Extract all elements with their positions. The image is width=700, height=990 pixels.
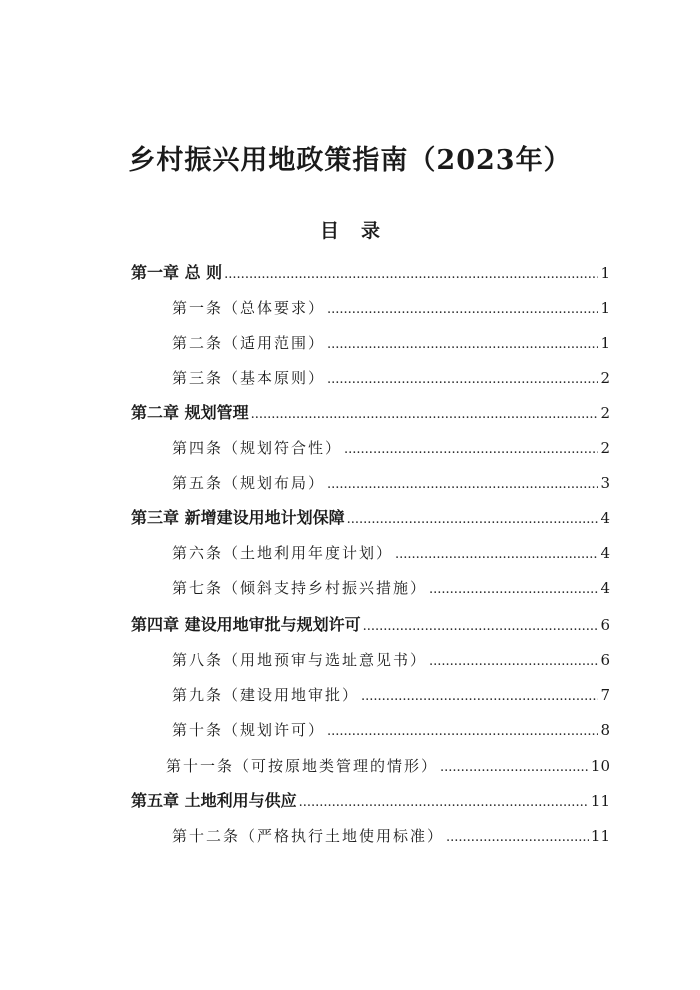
toc-entry-article-10[interactable] — [172, 715, 610, 745]
toc-entry-label: 第十条（规划许可） — [172, 721, 326, 739]
dot-leader — [327, 365, 598, 395]
toc-heading: 目录 — [319, 220, 402, 242]
toc-entry-label: 第七条（倾斜支持乡村振兴措施） — [172, 579, 428, 597]
document-title: 乡村振兴用地政策指南（2023年） — [128, 145, 572, 176]
dot-leader — [429, 575, 598, 605]
toc-entry-article-4[interactable] — [172, 433, 610, 463]
toc-entry-label: 第四章 建设用地审批与规划许可 — [131, 615, 361, 634]
toc-entry-chapter-5[interactable] — [131, 786, 610, 816]
toc-entry-page: 2 — [600, 369, 610, 387]
toc-entry-label: 第二条（适用范围） — [172, 334, 326, 352]
toc-entry-label: 第九条（建设用地审批） — [172, 686, 360, 704]
toc-entry-label: 第五条（规划布局） — [172, 474, 326, 492]
dot-leader — [363, 612, 599, 642]
dot-leader — [327, 717, 598, 747]
toc-entry-page: 10 — [590, 757, 610, 775]
dot-leader — [327, 295, 598, 325]
toc-entry-article-8[interactable] — [172, 645, 610, 675]
toc-entry-chapter-4[interactable] — [131, 610, 610, 640]
toc-entry-page: 8 — [600, 721, 610, 739]
toc-entry-article-3[interactable] — [172, 363, 610, 393]
dot-leader — [446, 823, 589, 853]
dot-leader — [344, 435, 598, 465]
dot-leader — [327, 330, 598, 360]
toc-entry-page: 7 — [600, 686, 610, 704]
toc-entry-label: 第十一条（可按原地类管理的情形） — [166, 757, 439, 775]
toc-entry-page: 1 — [600, 264, 610, 282]
toc-entry-label: 第八条（用地预审与选址意见书） — [172, 651, 428, 669]
toc-entry-label: 第十二条（严格执行土地使用标准） — [172, 827, 445, 845]
dot-leader — [347, 505, 599, 535]
toc-entry-article-2[interactable] — [172, 328, 610, 358]
toc-entry-page: 1 — [600, 334, 610, 352]
toc-entry-article-11[interactable] — [166, 751, 610, 781]
toc-entry-page: 6 — [600, 651, 610, 669]
toc-entry-article-6[interactable] — [172, 538, 610, 568]
toc-entry-page: 3 — [600, 474, 610, 492]
toc-entry-chapter-2[interactable] — [131, 398, 610, 428]
toc-entry-article-1[interactable] — [172, 293, 610, 323]
toc-entry-page: 11 — [590, 792, 610, 810]
toc-entry-label: 第六条（土地利用年度计划） — [172, 544, 394, 562]
toc-entry-chapter-3[interactable] — [131, 503, 610, 533]
toc-entry-label: 第一章 总 则 — [131, 263, 223, 282]
dot-leader — [429, 647, 598, 677]
dot-leader — [224, 260, 598, 290]
toc-entry-page: 11 — [590, 827, 610, 845]
toc-entry-page: 4 — [600, 509, 610, 527]
toc-entry-label: 第三条（基本原则） — [172, 369, 326, 387]
dot-leader — [361, 682, 598, 712]
toc-entry-label: 第四条（规划符合性） — [172, 439, 343, 457]
toc-entry-page: 6 — [600, 616, 610, 634]
toc-entry-article-7[interactable] — [172, 573, 610, 603]
toc-entry-article-5[interactable] — [172, 468, 610, 498]
dot-leader — [395, 540, 598, 570]
toc-entry-label: 第三章 新增建设用地计划保障 — [131, 508, 345, 527]
toc-entry-page: 1 — [600, 299, 610, 317]
toc-entry-article-12[interactable] — [172, 821, 610, 851]
toc-entry-chapter-1[interactable] — [131, 258, 610, 288]
dot-leader — [327, 470, 598, 500]
toc-entry-label: 第五章 土地利用与供应 — [131, 791, 297, 810]
dot-leader — [299, 788, 589, 818]
toc-entry-label: 第一条（总体要求） — [172, 299, 326, 317]
toc-entry-page: 2 — [600, 404, 610, 422]
toc-entry-page: 4 — [600, 544, 610, 562]
toc-entry-page: 4 — [600, 579, 610, 597]
dot-leader — [251, 400, 599, 430]
toc-entry-page: 2 — [600, 439, 610, 457]
dot-leader — [440, 753, 589, 783]
toc-entry-article-9[interactable] — [172, 680, 610, 710]
toc-entry-label: 第二章 规划管理 — [131, 403, 249, 422]
